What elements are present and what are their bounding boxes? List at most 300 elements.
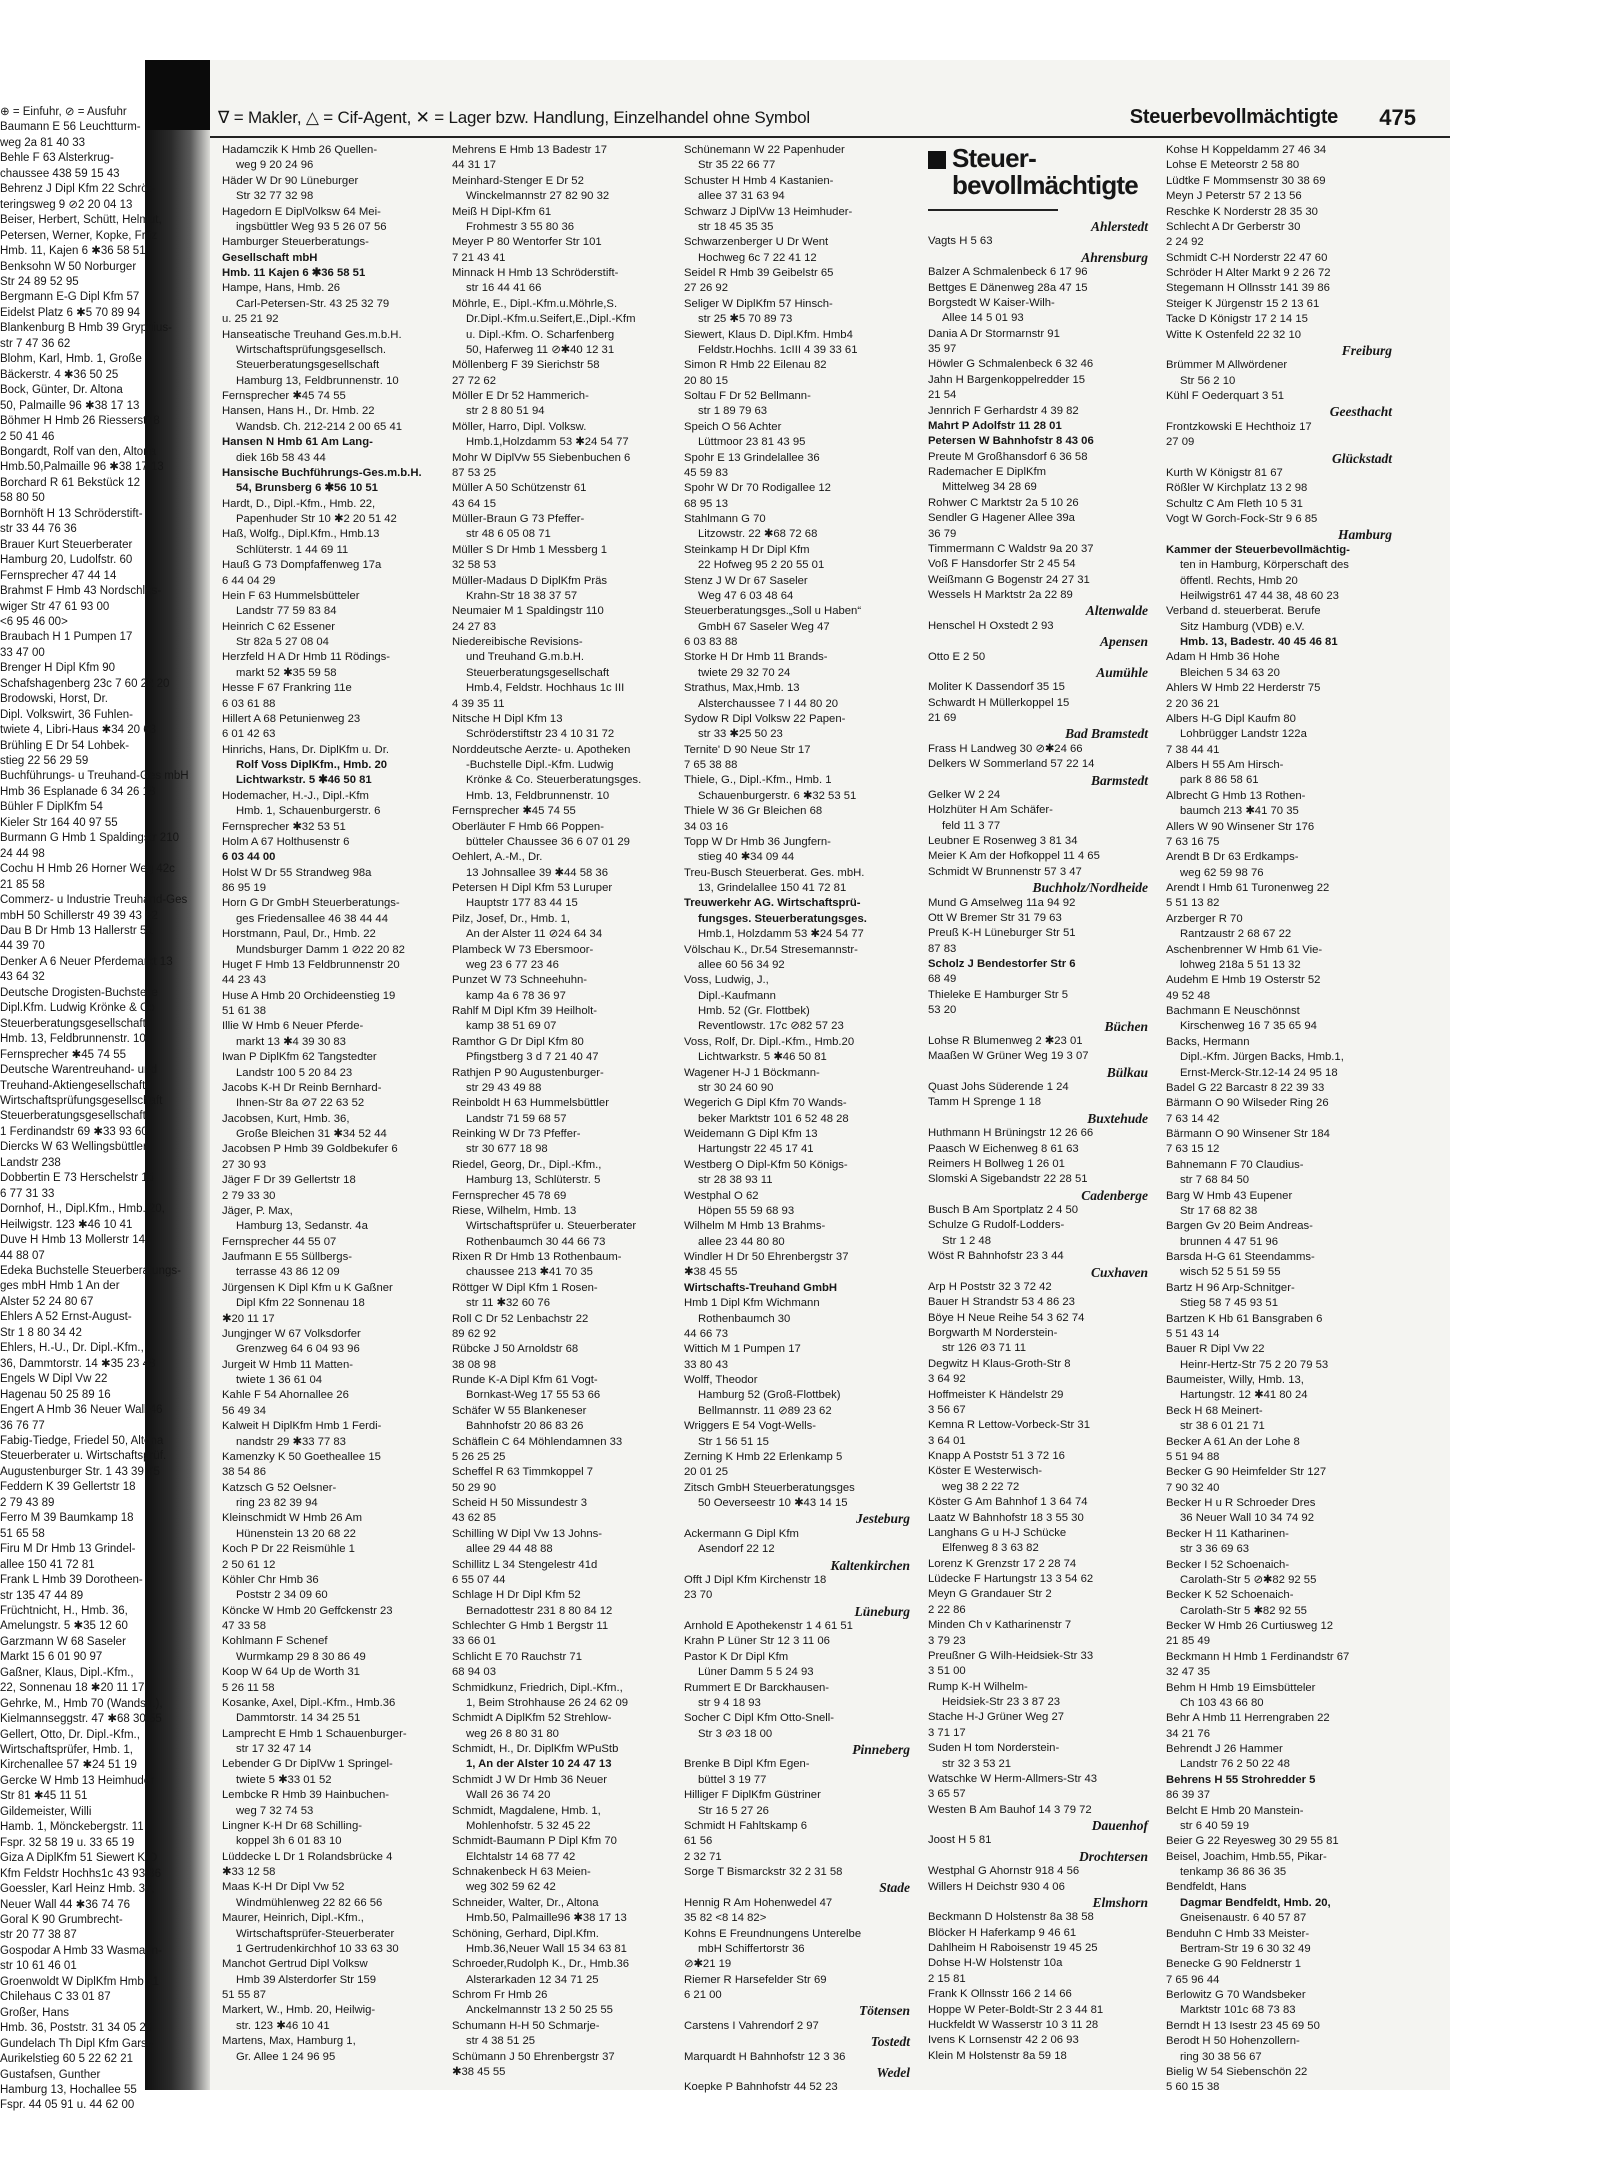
listing-line: 34 03 16 <box>684 820 728 833</box>
listing-line: 20 80 15 <box>684 374 728 387</box>
listing-line: 6 55 07 44 <box>452 1573 506 1586</box>
listing-line: Frank K Ollnsstr 166 2 14 66 <box>928 1988 1072 2001</box>
listing-line: 86 95 19 <box>222 882 266 894</box>
listing-line: Allers W 90 Winsener Str 176 <box>1166 820 1315 833</box>
listing-line: twiete 1 36 61 04 <box>236 1374 323 1386</box>
listing-line: allee 23 44 80 80 <box>698 1235 785 1248</box>
listing-line: str 126 ⊘3 71 11 <box>942 1342 1026 1355</box>
listing-line: Becker K 52 Schoenaich- <box>1166 1589 1294 1602</box>
listing-line: Schlechter G Hmb 1 Bergstr 11 <box>452 1620 609 1632</box>
listing-line: Str 17 68 82 38 <box>1180 1204 1258 1217</box>
listing-line: Heinrich C 62 Essener <box>222 620 336 633</box>
listing-line: str 2 8 80 51 94 <box>466 405 545 418</box>
listing-line: Bertram-Str 19 6 30 32 49 <box>1180 1942 1311 1955</box>
listing-line: Albers H 55 Am Hirsch- <box>1166 759 1284 771</box>
prev-page-line: Gehrke, M., Hmb 70 (Wandsb.), <box>0 1697 163 1710</box>
listing-line: Höpen 55 59 68 93 <box>698 1204 795 1217</box>
prev-page-line: Früchtnicht, H., Hmb. 36, <box>0 1604 128 1617</box>
listing-line: Kammer der Steuerbevollmächtig- <box>1166 543 1350 556</box>
listing-line: fungsges. Steuerberatungsges. <box>698 912 867 925</box>
listing-line: Hochweg 6c 7 22 41 12 <box>698 251 817 264</box>
listing-line: Lingner K-H Dr 68 Schilling- <box>222 1819 363 1832</box>
prev-page-line: Giza A DiplKfm 51 Siewert K-D <box>0 1852 158 1865</box>
listing-line: 6 03 83 88 <box>684 636 738 648</box>
listing-line: Schuster H Hmb 4 Kastanien- <box>684 174 834 187</box>
city-heading: Pinneberg <box>852 1742 910 1757</box>
listing-line: Nitsche H Dipl Kfm 13 <box>452 712 563 725</box>
listing-line: Becker H u R Schroeder Dres <box>1166 1497 1316 1509</box>
listing-line: Str 35 22 66 77 <box>698 159 776 172</box>
prev-page-line: ges mbH Hmb 1 An der <box>0 1280 120 1293</box>
listing-line: Riedel, Georg, Dr., Dipl.-Kfm., <box>452 1158 602 1171</box>
prev-page-line: Bergmann E-G Dipl Kfm 57 <box>0 291 140 304</box>
prev-page-line: Wirtschaftsprüfungsgesellschaft <box>0 1095 163 1107</box>
listing-line: markt 13 ✱4 39 30 83 <box>236 1035 346 1048</box>
listing-line: Norddeutsche Aerzte- u. Apotheken <box>452 743 631 756</box>
listing-line: Hodemacher, H.-J., Dipl.-Kfm <box>222 789 369 802</box>
listing-line: Köncke W Hmb 20 Geffckenstr 23 <box>222 1604 393 1617</box>
listing-line: Pfingstberg 3 d 7 21 40 47 <box>466 1051 599 1064</box>
listing-line: Landstr 100 5 20 84 23 <box>236 1066 353 1079</box>
listing-line: Voss, Rolf, Dr. Dipl.-Kfm., Hmb.20 <box>684 1035 855 1048</box>
listing-line: Rummert E Dr Barckhausen- <box>684 1681 830 1694</box>
prev-page-line: Garzmann W 68 Saseler <box>0 1635 126 1648</box>
listing-line: weg 23 6 77 23 46 <box>466 958 559 971</box>
listing-line: Thieleke E Hamburger Str 5 <box>928 988 1069 1001</box>
prev-page-line: Fspr. 32 58 19 u. 33 65 19 <box>0 1836 135 1849</box>
listing-line: Landstr 71 59 68 57 <box>466 1112 567 1125</box>
listing-line: wisch 52 5 51 59 55 <box>1180 1266 1281 1279</box>
prev-page-line: 51 65 58 <box>0 1527 45 1540</box>
listing-line: brunnen 4 47 51 96 <box>1180 1235 1278 1248</box>
listing-line: Plambeck W 73 Ebersmoor- <box>452 943 594 956</box>
listing-line: Dania A Dr Stormarnstr 91 <box>928 327 1060 340</box>
listing-line: Schöning, Gerhard, Dipl.Kfm. <box>452 1927 599 1940</box>
listing-line: 27 09 <box>1166 436 1195 449</box>
listing-line: Hmb.1, Holzdamm 53 ✱24 54 77 <box>698 928 864 941</box>
prev-page-line: Kieler Str 164 40 97 55 <box>0 816 118 829</box>
city-heading: Elmshorn <box>1092 1894 1148 1910</box>
listing-line: Langhans G u H-J Schücke <box>928 1526 1067 1539</box>
listing-line: Behr A Hmb 11 Herrengraben 22 <box>1166 1712 1330 1725</box>
prev-page-line: Landstr 238 <box>0 1156 61 1169</box>
listing-line: Schrom Fr Hmb 26 <box>452 1989 548 2001</box>
listing-line: Sydow R Dipl Volksw 22 Papen- <box>684 712 846 725</box>
listing-line: str 11 ✱32 60 76 <box>466 1297 550 1310</box>
listing-line: Neumaier M 1 Spaldingstr 110 <box>452 605 604 618</box>
listing-line: Dohse H-W Holstenstr 10a <box>928 1957 1063 1970</box>
listing-line: Berodt H 50 Hohenzollern- <box>1166 2035 1300 2048</box>
listing-line: Sitz Hamburg (VDB) e.V. <box>1180 620 1305 633</box>
listing-line: Koch P Dr 22 Reismühle 1 <box>222 1543 355 1556</box>
listing-line: Witte K Ostenfeld 22 32 10 <box>1166 328 1302 341</box>
section-square-icon <box>928 151 946 169</box>
listing-line: Reinboldt H 63 Hummelsbüttler <box>452 1097 609 1110</box>
listing-line: Balzer A Schmalenbeck 6 17 96 <box>928 266 1088 279</box>
listing-line: 3 64 01 <box>928 1434 966 1447</box>
listing-line: Arendt B Dr 63 Erdkamps- <box>1166 851 1299 864</box>
listing-line: Röttger W Dipl Kfm 1 Rosen- <box>452 1281 598 1294</box>
prev-page-line: Engert A Hmb 36 Neuer Wall 46 <box>0 1404 163 1417</box>
listing-line: Mohlenhofstr. 5 32 45 22 <box>466 1819 591 1832</box>
listing-line: 34 21 76 <box>1166 1727 1210 1740</box>
listing-line: 2 50 61 12 <box>222 1558 276 1571</box>
listing-line: Schillitz L 34 Stengelestr 41d <box>452 1558 598 1571</box>
prev-page-line: Gildemeister, Willi <box>0 1805 92 1818</box>
listing-line: Socher C Dipl Kfm Otto-Snell- <box>684 1712 835 1725</box>
listing-line: Wriggers E 54 Vogt-Wells- <box>684 1420 817 1433</box>
prev-page-line: Kfm Feldstr Hochhs1c 43 93 36 <box>0 1867 162 1880</box>
listing-line: Oehlert, A.-M., Dr. <box>452 851 543 864</box>
prev-page-line: Str 24 89 52 95 <box>0 275 79 288</box>
listing-line: Westberg O Dipl-Kfm 50 Königs- <box>684 1158 848 1171</box>
listing-line: Lüttmoor 23 81 43 95 <box>698 436 806 449</box>
listing-line: Gr. Allee 1 24 96 95 <box>236 2050 336 2063</box>
listing-line: allee 29 44 48 88 <box>466 1543 553 1556</box>
prev-page-line: Ferro M 39 Baumkamp 18 <box>0 1512 134 1525</box>
listing-line: -Buchstelle Dipl.-Kfm. Ludwig <box>466 759 614 771</box>
listing-line: Hansen, Hans H., Dr. Hmb. 22 <box>222 405 375 418</box>
prev-page-line: chaussee 438 59 15 43 <box>0 167 120 180</box>
listing-line: Schmidt C-H Norderstr 22 47 60 <box>1166 251 1328 264</box>
listing-line: ten in Hamburg, Körperschaft des <box>1180 559 1349 572</box>
listing-line: Wandsb. Ch. 212-214 2 00 65 41 <box>236 420 403 433</box>
listing-line: Horstmann, Paul, Dr., Hmb. 22 <box>222 928 376 941</box>
listing-line: weg 9 20 24 96 <box>236 159 314 172</box>
listing-line: Baumeister, Willy, Hmb. 13, <box>1166 1374 1304 1386</box>
listing-line: Allee 14 5 01 93 <box>942 312 1024 325</box>
listing-line: stieg 40 ✱34 09 44 <box>698 851 795 864</box>
prev-page-line: str 135 47 44 89 <box>0 1589 84 1602</box>
listing-line: Ihnen-Str 8a ⊘7 22 63 52 <box>236 1097 365 1110</box>
listing-line: Alsterarkaden 12 34 71 25 <box>466 1973 599 1986</box>
listing-line: Kamenzky K 50 Goetheallee 15 <box>222 1450 381 1463</box>
listing-line: Hmb. 13, Feldbrunnenstr. 10 <box>466 789 610 802</box>
listing-line: Steuerberatungsgesellschaft <box>466 666 610 679</box>
prev-page-line: Kirchenallee 57 ✱24 51 19 <box>0 1759 137 1772</box>
listing-line: Illie W Hmb 6 Neuer Pferde- <box>222 1020 364 1033</box>
listing-line: Jacobsen P Hmb 39 Goldbekufer 6 <box>222 1143 398 1156</box>
city-heading: Kaltenkirchen <box>830 1557 910 1573</box>
listing-line: Reschke K Norderstr 28 35 30 <box>1166 205 1318 218</box>
listing-line: Gneisenaustr. 6 40 57 87 <box>1180 1912 1307 1925</box>
listing-line: Kirschenweg 16 7 35 65 94 <box>1180 1020 1317 1033</box>
prev-page-line: Str 1 8 80 34 42 <box>0 1326 82 1339</box>
listing-line: Koepke P Bahnhofstr 44 52 23 <box>684 2081 838 2094</box>
listing-line: Arnhold E Apothekenstr 1 4 61 51 <box>684 1620 853 1632</box>
listing-line: beker Marktstr 101 6 52 48 28 <box>698 1112 849 1125</box>
listing-line: Zitsch GmbH Steuerberatungsges <box>684 1481 855 1494</box>
prev-page-line: Gustafsen, Gunther <box>0 2068 101 2081</box>
prev-page-line: Heilwigstr. 123 ✱46 10 41 <box>0 1218 133 1231</box>
listing-line: Jennrich F Gerhardstr 4 39 82 <box>928 404 1079 417</box>
listing-line: 68 94 03 <box>452 1666 496 1679</box>
listing-line: Heidsiek-Str 23 3 87 23 <box>942 1696 1061 1708</box>
listing-line: Hmb 39 Alsterdorfer Str 159 <box>236 1973 377 1986</box>
prev-page-line: Treuhand-Aktiengesellschaft <box>0 1079 146 1092</box>
listing-line: 7 90 32 40 <box>1166 1481 1220 1494</box>
listing-line: 35 97 <box>928 343 957 355</box>
listing-line: 51 55 87 <box>222 1989 266 2001</box>
listing-line: Leubner E Rosenweg 3 81 34 <box>928 835 1078 847</box>
listing-line: Strathus, Max,Hmb. 13 <box>684 682 800 695</box>
listing-line: feld 11 3 77 <box>942 819 1001 832</box>
listing-line: str 28 38 93 11 <box>698 1174 773 1187</box>
listing-line: Topp W Dr Hmb 36 Jungfern- <box>684 835 831 848</box>
listing-line: Benecke G 90 Feldnerstr 1 <box>1166 1958 1302 1971</box>
listing-line: Kleinschmidt W Hmb 26 Am <box>222 1512 362 1525</box>
prev-page-line: 43 64 32 <box>0 971 45 984</box>
listing-line: Soltau F Dr 52 Bellmann- <box>684 390 811 402</box>
prev-page-line: Steuerberatungsgesellschaft <box>0 1110 146 1123</box>
listing-line: Hünenstein 13 20 68 22 <box>236 1527 356 1540</box>
listing-line: str 17 32 47 14 <box>236 1743 312 1755</box>
listing-line: 27 72 62 <box>452 374 496 387</box>
listing-line: Schultz C Am Fleth 10 5 31 <box>1166 497 1303 510</box>
listing-line: ✱20 11 17 <box>222 1312 275 1325</box>
listing-line: 24 27 83 <box>452 620 496 633</box>
listing-line: Anckelmannstr 13 2 50 25 55 <box>466 2004 613 2017</box>
listing-line: Böye H Neue Reihe 54 3 62 74 <box>928 1311 1085 1324</box>
listing-line: 2 24 92 <box>1166 236 1204 249</box>
listing-line: Alsterchaussee 7 I 44 80 20 <box>698 697 839 710</box>
listing-line: Katzsch G 52 Oelsner- <box>222 1481 337 1494</box>
prev-page-line: str 33 44 76 36 <box>0 523 77 536</box>
prev-page-line: Aurikelstieg 60 5 22 62 21 <box>0 2053 133 2066</box>
listing-line: str. 123 ✱46 10 41 <box>236 2019 330 2032</box>
listing-line: Behm H Hmb 19 Eimsbütteler <box>1166 1681 1316 1694</box>
listing-line: Steiger K Jürgenstr 15 2 13 61 <box>1166 297 1320 310</box>
listing-line: u. Dipl.-Kfm. O. Scharfenberg <box>466 328 615 341</box>
listing-line: Hmb. 13, Badestr. 40 45 46 81 <box>1180 636 1338 648</box>
listing-line: 5 51 13 82 <box>1166 897 1220 910</box>
listing-line: Reinking W Dr 73 Pfeffer- <box>452 1128 581 1140</box>
prev-page-line: Blohm, Karl, Hmb. 1, Große <box>0 353 142 366</box>
listing-line: Vagts H 5 63 <box>928 235 993 248</box>
listing-line: Müller-Madaus D DiplKfm Präs <box>452 574 608 587</box>
listing-line: bütteler Chaussee 36 6 07 01 29 <box>466 835 630 848</box>
listing-line: Hamburg 52 (Groß-Flottbek) <box>698 1389 841 1402</box>
listing-line: Müller A 50 Schützenstr 61 <box>452 482 587 495</box>
listing-line: Suden H tom Norderstein- <box>928 1742 1060 1755</box>
listing-line: Dipl Kfm 22 Sonnenau 18 <box>236 1297 365 1310</box>
listing-line: Steuerberatungsgesellschaft <box>236 359 380 372</box>
listing-line: Bauer R Dipl Vw 22 <box>1166 1343 1265 1356</box>
listing-line: Vogt W Gorch-Fock-Str 9 6 85 <box>1166 513 1318 525</box>
prev-page-line: Fernsprecher 47 44 14 <box>0 569 117 582</box>
listing-line: Schauenburgerstr. 6 ✱32 53 51 <box>698 789 857 802</box>
prev-page-line: 1 Ferdinandstr 69 ✱33 93 60 <box>0 1125 148 1138</box>
listing-line: Krahn P Lüner Str 12 3 11 06 <box>684 1635 830 1648</box>
prev-page-line: Edeka Buchstelle Steuerberatungs- <box>0 1264 181 1277</box>
listing-line: str 29 43 49 88 <box>466 1081 542 1094</box>
listing-line: Bartzen K Hb 61 Bansgraben 6 <box>1166 1312 1323 1325</box>
listing-line: Höwler G Schmalenbeck 6 32 46 <box>928 358 1094 371</box>
prev-page-line: Hagenau 50 25 89 16 <box>0 1388 111 1401</box>
listing-line: Arendt I Hmb 61 Turonenweg 22 <box>1166 882 1330 894</box>
listing-line: Jäger, P. Max, <box>222 1204 293 1217</box>
listing-line: Schwarz J DiplVw 13 Heimhuder- <box>684 205 853 218</box>
previous-page-strip <box>0 105 205 2112</box>
listing-line: 32 58 53 <box>452 559 496 572</box>
listing-line: Hamburg 13, Schlüterstr. 5 <box>466 1174 601 1187</box>
listing-line: 47 33 58 <box>222 1620 266 1632</box>
listing-column-5 <box>1166 143 1398 2094</box>
listing-line: Huse A Hmb 20 Orchideenstieg 19 <box>222 989 396 1002</box>
listing-line: 87 53 25 <box>452 466 496 479</box>
listing-line: Westphal G Ahornstr 918 4 56 <box>928 1865 1080 1878</box>
listing-line: Laatz W Bahnhofstr 18 3 55 30 <box>928 1511 1084 1524</box>
listing-line: str 25 ✱5 70 89 73 <box>698 313 793 326</box>
prev-page-line: Groenwoldt W DiplKfm Hmb 11 <box>0 1975 159 1988</box>
listing-line: Hein F 63 Hummelsbütteler <box>222 589 360 602</box>
prev-page-line: Borchard R 61 Bekstück 12 <box>0 476 140 489</box>
listing-line: 50, Haferweg 11 ⊘✱40 12 31 <box>466 343 615 356</box>
listing-column-4 <box>928 143 1154 2078</box>
listing-line: Joost H 5 81 <box>928 1834 992 1847</box>
listing-line: Bahnemann F 70 Claudius- <box>1166 1158 1304 1171</box>
prev-page-line: allee 150 41 72 81 <box>0 1558 95 1571</box>
listing-line: Carstens I Vahrendorf 2 97 <box>684 2019 819 2032</box>
listing-line: Albrecht G Hmb 13 Rothen- <box>1166 789 1306 802</box>
listing-line: Westphal O 62 <box>684 1189 759 1202</box>
listing-line: Str 1 2 48 <box>942 1234 991 1247</box>
listing-line: 68 49 <box>928 973 957 986</box>
listing-line: weg 302 59 62 42 <box>466 1881 556 1894</box>
listing-line: 38 54 86 <box>222 1466 266 1479</box>
prev-page-line: Hamburg 13, Hochallee 55 <box>0 2084 137 2096</box>
listing-line: Schmidkunz, Friedrich, Dipl.-Kfm., <box>452 1681 623 1694</box>
listing-line: 2 32 71 <box>684 1850 722 1863</box>
listing-line: Wirtschaftsprüfungsgesellsch. <box>236 343 387 356</box>
city-heading: Cadenberge <box>1081 1187 1148 1203</box>
city-heading: Bad Bramstedt <box>1065 726 1148 742</box>
listing-line: Timmermann C Waldstr 9a 20 37 <box>928 542 1094 555</box>
listing-line: 36 79 <box>928 527 957 540</box>
prev-page-line: twiete 4, Libri-Haus ✱34 20 63 <box>0 724 157 737</box>
listing-line: Westen B Am Bauhof 14 3 79 72 <box>928 1803 1092 1816</box>
listing-line: 21 54 <box>928 389 957 402</box>
city-heading: Tötensen <box>858 2003 910 2019</box>
listing-line: Meyn G Grandauer Str 2 <box>928 1588 1052 1601</box>
city-heading: Hamburg <box>1337 527 1392 543</box>
listing-line: 21 85 49 <box>1166 1635 1210 1648</box>
listing-line: koppel 3h 6 01 83 10 <box>236 1835 342 1848</box>
prev-page-line: Deutsche Warentreuhand- und <box>0 1064 157 1077</box>
listing-line: Wirtschafts-Treuhand GmbH <box>684 1281 838 1294</box>
city-heading: Ahlerstedt <box>1090 219 1148 234</box>
prev-page-line: Denker A 6 Neuer Pferdemarkt 13 <box>0 955 173 968</box>
listing-line: 7 63 15 12 <box>1166 1143 1220 1156</box>
prev-page-line: Str 81 ✱45 11 51 <box>0 1790 88 1803</box>
listing-line: Meyn J Peterstr 57 2 13 56 <box>1166 190 1302 203</box>
listing-line: Schmidt, Magdalene, Hmb. 1, <box>452 1804 601 1817</box>
prev-page-line: 44 88 07 <box>0 1249 45 1262</box>
prev-page-line: Firu M Dr Hmb 13 Grindel- <box>0 1543 136 1556</box>
listing-line: 3 56 67 <box>928 1403 966 1416</box>
prev-page-line: 50, Palmaille 96 ✱38 17 13 <box>0 399 140 412</box>
listing-line: Bendfeldt, Hans <box>1166 1881 1247 1894</box>
listing-line: Becker W Hmb 26 Curtiusweg 12 <box>1166 1620 1334 1632</box>
listing-line: Wegerich G Dipl Kfm 70 Wands- <box>684 1097 847 1110</box>
listing-line: str 48 6 05 08 71 <box>466 528 551 541</box>
listing-line: Lohbrügger Landstr 122a <box>1180 728 1307 741</box>
listing-line: Maas K-H Dr Dipl Vw 52 <box>222 1881 345 1894</box>
prev-page-line: 2 50 41 46 <box>0 430 55 443</box>
listing-line: Hmb. 52 (Gr. Flottbek) <box>698 1005 810 1017</box>
listing-line: Rump K-H Wilhelm- <box>928 1680 1028 1693</box>
listing-line: Schünemann W 22 Papenhuder <box>684 144 845 156</box>
city-heading: Cuxhaven <box>1090 1264 1148 1280</box>
listing-line: Schröder H Alter Markt 9 2 26 72 <box>1166 267 1331 279</box>
listing-line: Fernsprecher ✱45 74 55 <box>452 805 576 818</box>
listing-line: 3 79 23 <box>928 1634 966 1647</box>
listing-line: Hmb. 1, Schauenburgerstr. 6 <box>236 805 381 818</box>
listing-line: Klein M Holstenstr 8a 59 18 <box>928 2049 1067 2062</box>
listing-line: str 38 6 01 21 71 <box>1180 1420 1265 1433</box>
listing-line: Spohr E 13 Grindelallee 36 <box>684 451 820 464</box>
listing-line: Markert, W., Hmb. 20, Heilwig- <box>222 2004 376 2017</box>
listing-line: park 8 86 58 61 <box>1180 774 1259 787</box>
listing-line: Lüdecke F Hartungstr 13 3 54 62 <box>928 1573 1094 1585</box>
listing-line: Becker I 52 Schoenaich- <box>1166 1558 1290 1571</box>
listing-line: Feldstr.Hochhs. 1cIII 4 39 33 61 <box>698 343 858 356</box>
listing-line: Mundsburger Damm 1 ⊘22 20 82 <box>236 943 405 956</box>
listing-line: u. 25 21 92 <box>222 313 279 326</box>
listing-line: Lüdtke F Mommsenstr 30 38 69 <box>1166 174 1326 187</box>
listing-line: Meinhard-Stenger E Dr 52 <box>452 174 584 187</box>
prev-page-line: Gaßner, Klaus, Dipl.-Kfm., <box>0 1666 134 1679</box>
city-heading: Barmstedt <box>1090 772 1148 788</box>
listing-line: Busch B Am Sportplatz 2 4 50 <box>928 1204 1079 1216</box>
listing-line: 20 01 25 <box>684 1466 728 1479</box>
prev-page-line: weg 2a 81 40 33 <box>0 136 86 149</box>
listing-line: 33 80 43 <box>684 1358 728 1371</box>
prev-page-line: Augustenburger Str. 1 43 39 75 <box>0 1465 160 1478</box>
prev-page-line: Hmb. 13, Feldbrunnenstr. 10 <box>0 1033 146 1046</box>
listing-line: 1 Gertrudenkirchhof 10 33 63 30 <box>236 1942 399 1955</box>
listing-line: Schwardt H Müllerkoppel 15 <box>928 696 1070 709</box>
city-heading: Buxtehude <box>1087 1110 1148 1126</box>
listing-line: 44 66 73 <box>684 1327 728 1340</box>
listing-line: str 33 ✱25 50 23 <box>698 728 783 741</box>
listing-line: twiete 29 32 70 24 <box>698 666 791 679</box>
listing-line: Str 82a 5 27 08 04 <box>236 636 329 648</box>
listing-line: Scholz J Bendestorfer Str 6 <box>928 958 1076 970</box>
listing-line: Jaufmann E 55 Süllbergs- <box>222 1251 352 1263</box>
listing-line: Barsda H-G 61 Steendamms- <box>1166 1251 1315 1263</box>
listing-line: Völschau K., Dr.54 Stresemannstr- <box>684 943 858 956</box>
prev-page-line: Amelungstr. 5 ✱35 12 60 <box>0 1620 128 1633</box>
listing-line: Lüner Damm 5 5 24 93 <box>698 1666 814 1679</box>
prev-page-line: Kielmannseggstr. 47 ✱68 30 55 <box>0 1713 162 1726</box>
listing-line: terrasse 43 86 12 09 <box>236 1266 340 1279</box>
listing-line: Reventlowstr. 17c ⊘82 57 23 <box>698 1020 844 1033</box>
listing-line: Martens, Max, Hamburg 1, <box>222 2035 356 2048</box>
listing-line: Möllenberg F 39 Sierichstr 58 <box>452 359 600 372</box>
listing-line: Kalweit H DiplKfm Hmb 1 Ferdi- <box>222 1420 382 1433</box>
prev-page-line: Braubach H 1 Pumpen 17 <box>0 631 133 644</box>
listing-line: Rathjen P 90 Augustenburger- <box>452 1066 604 1079</box>
listing-line: diek 16b 58 43 44 <box>236 451 326 464</box>
listing-line: Hmb. 11 Kajen 6 ✱36 58 51 <box>222 267 366 279</box>
listing-line: weg 38 2 22 72 <box>942 1480 1020 1493</box>
prev-page-line: Duve H Hmb 13 Mollerstr 14 <box>0 1234 146 1247</box>
listing-line: Blöcker H Haferkamp 9 46 61 <box>928 1926 1077 1939</box>
listing-line: Schmidt-Baumann P Dipl Kfm 70 <box>452 1835 617 1848</box>
listing-line: Beisel, Joachim, Hmb.55, Pikar- <box>1166 1850 1327 1863</box>
listing-line: 3 71 17 <box>928 1726 966 1739</box>
